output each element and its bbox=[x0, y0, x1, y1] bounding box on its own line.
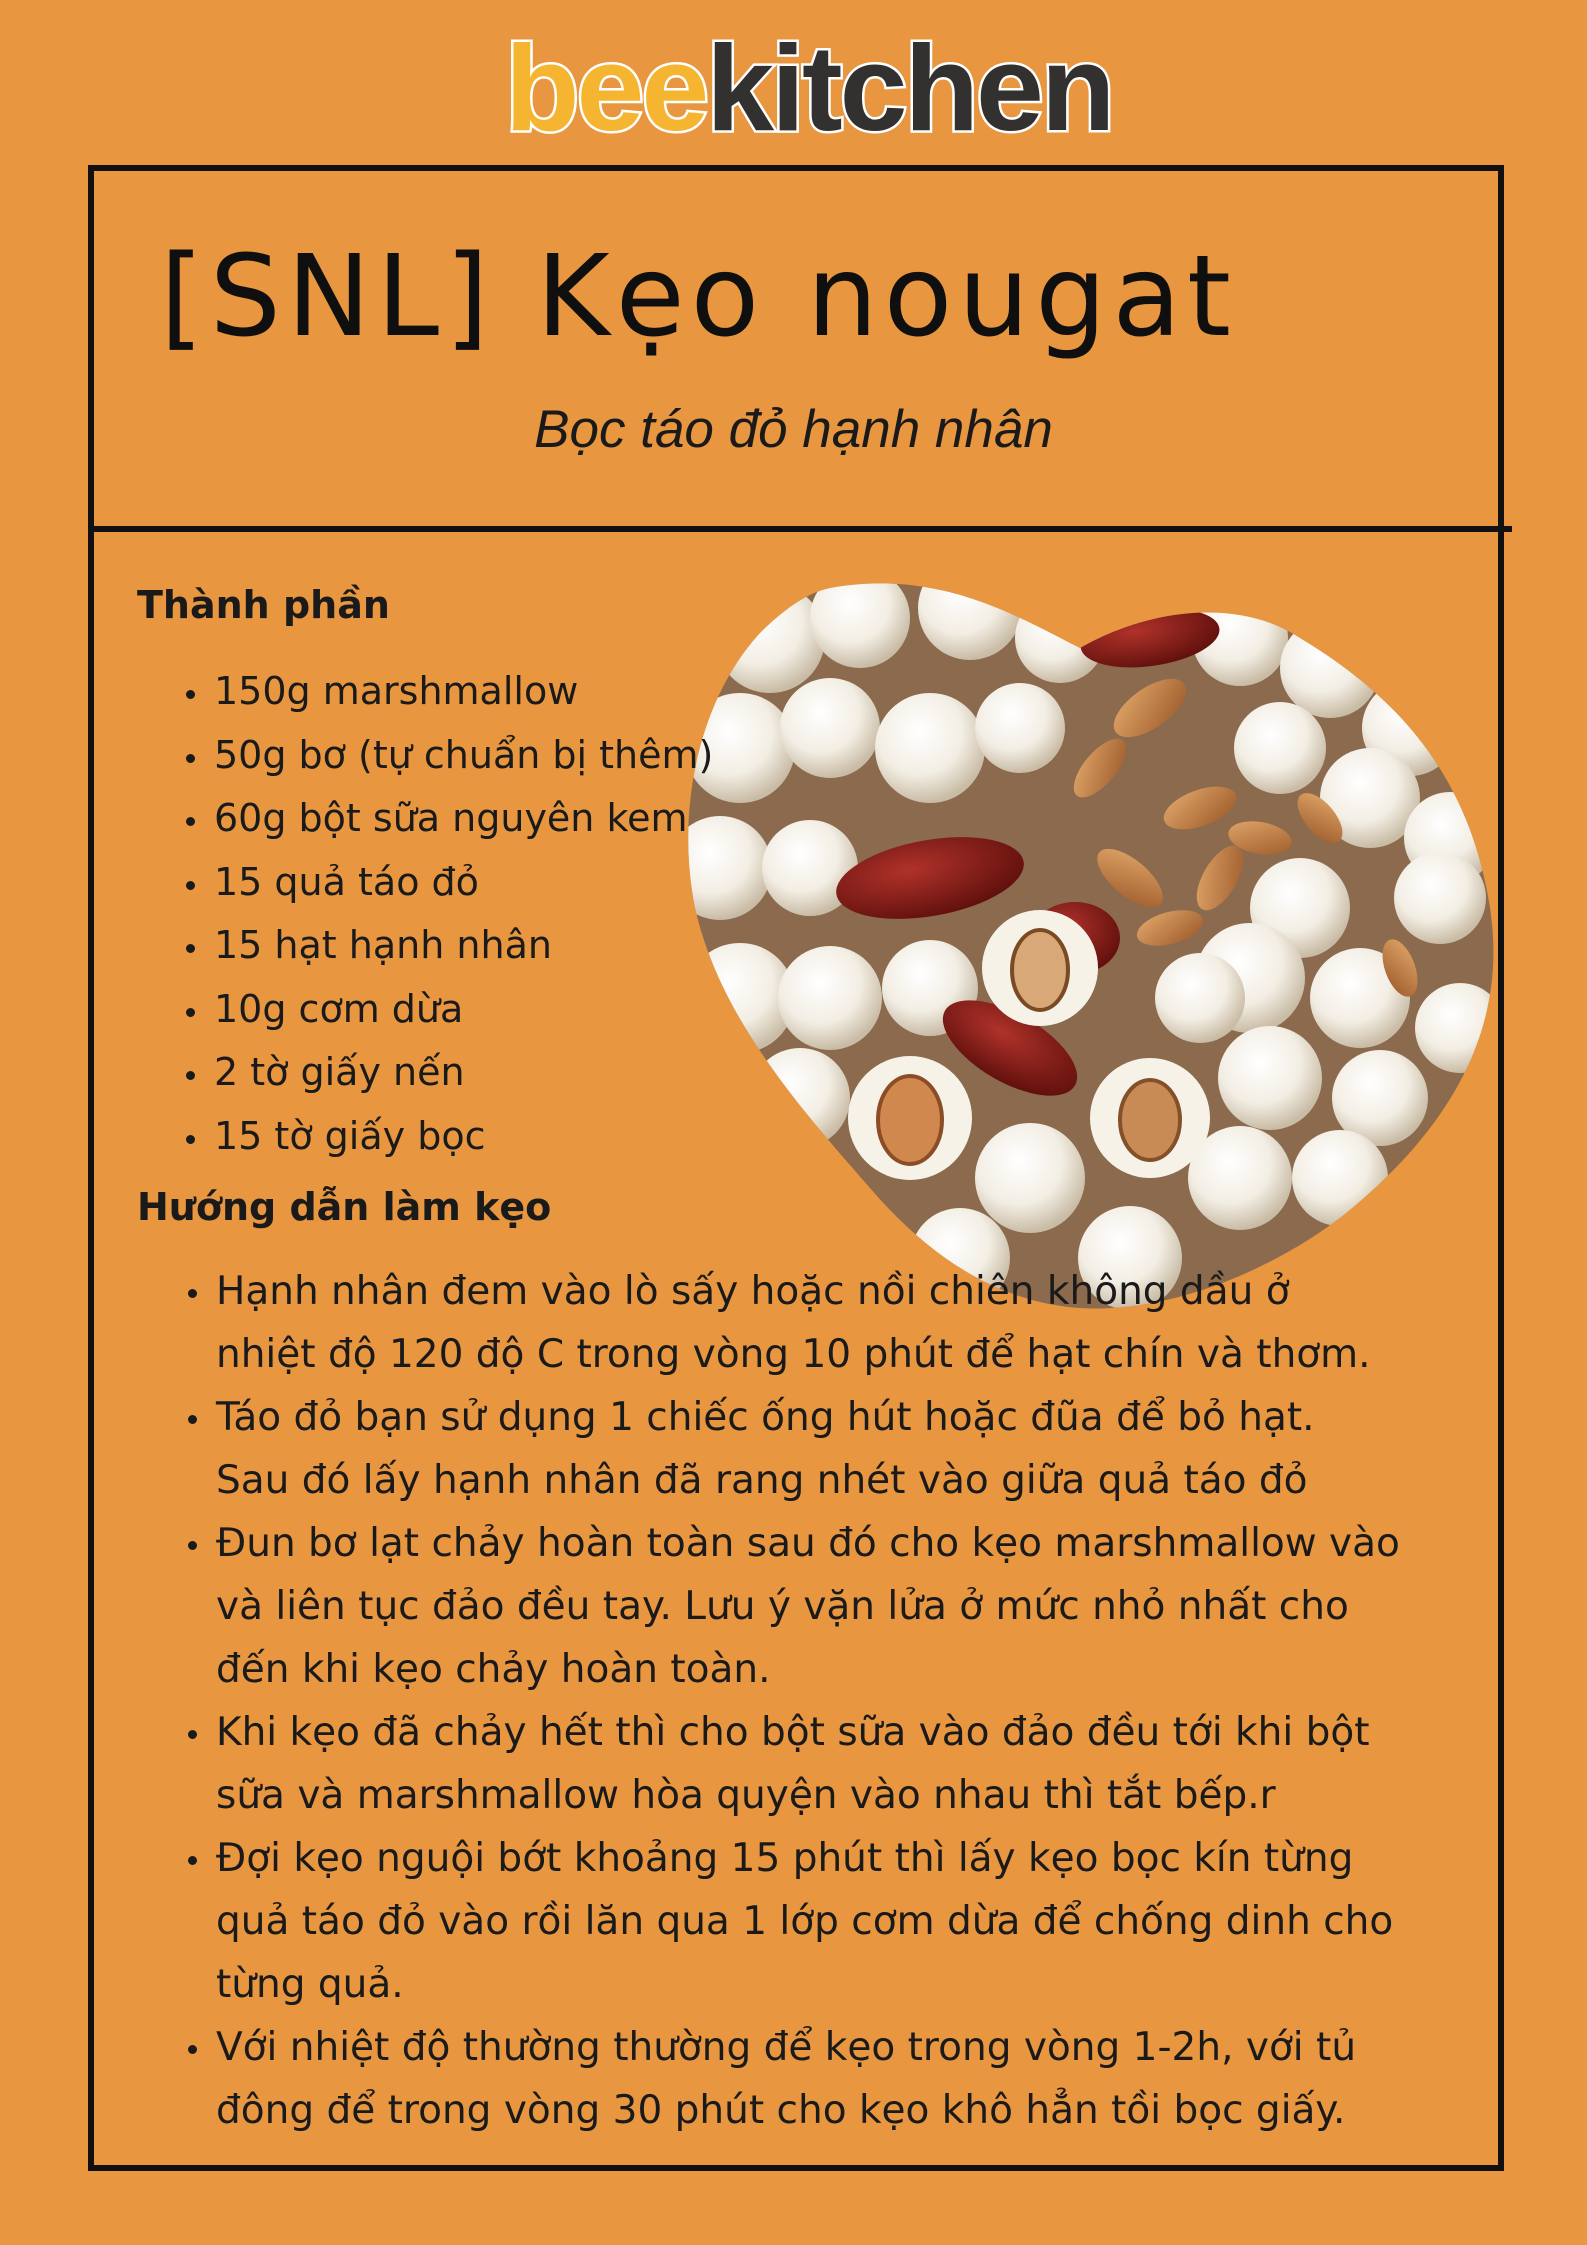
step-line: Sau đó lấy hạnh nhân đã rang nhét vào giữa quả táo đỏ bbox=[216, 1458, 1308, 1503]
step-line: đông để trong vòng 30 phút cho kẹo khô hẳn tồi bọc giấy. bbox=[216, 2088, 1346, 2133]
ingredients-list bbox=[180, 660, 880, 1168]
candy-ball bbox=[1015, 593, 1105, 683]
steps-list bbox=[180, 1260, 1480, 2142]
logo-kitchen-text: kitchen bbox=[706, 20, 1113, 156]
candy-ball bbox=[1394, 852, 1486, 944]
step-line: Táo đỏ bạn sử dụng 1 chiếc ống hút hoặc đũa để bỏ hạt. bbox=[216, 1395, 1315, 1440]
list-item bbox=[180, 1701, 1480, 1827]
ingredients-heading: Thành phần bbox=[137, 583, 390, 627]
logo-wordmark bbox=[505, 20, 1113, 156]
steps-heading: Hướng dẫn làm kẹo bbox=[137, 1185, 552, 1229]
page-title: [SNL] Kẹo nougat bbox=[160, 232, 1237, 362]
header-divider bbox=[88, 526, 1512, 532]
list-item bbox=[180, 1260, 1480, 1386]
beekitchen-logo bbox=[505, 20, 1113, 156]
list-item: 15 quả táo đỏ bbox=[180, 851, 880, 915]
candy-ball bbox=[772, 1170, 868, 1266]
list-item: 60g bột sữa nguyên kem bbox=[180, 787, 880, 851]
step-line: Với nhiệt độ thường thường để kẹo trong vòng 1-2h, với tủ bbox=[216, 2025, 1357, 2070]
candy-ball bbox=[1415, 983, 1505, 1073]
list-item: 50g bơ (tự chuẩn bị thêm) bbox=[180, 724, 880, 788]
candy-ball bbox=[875, 693, 985, 803]
step-line: Đun bơ lạt chảy hoàn toàn sau đó cho kẹo marshmallow vào bbox=[216, 1521, 1400, 1566]
step-line: nhiệt độ 120 độ C trong vòng 10 phút để hạt chín và thơm. bbox=[216, 1332, 1371, 1377]
list-item bbox=[180, 1512, 1480, 1701]
candy-ball bbox=[975, 1123, 1085, 1233]
candy-ball bbox=[1280, 618, 1380, 718]
step-line: quả táo đỏ vào rồi lăn qua 1 lớp cơm dừa để chống dinh cho bbox=[216, 1899, 1394, 1944]
candy-ball bbox=[1234, 702, 1326, 794]
step-line: Khi kẹo đã chảy hết thì cho bột sữa vào đảo đều tới khi bột bbox=[216, 1710, 1370, 1755]
list-item bbox=[180, 2016, 1480, 2142]
step-line: Hạnh nhân đem vào lò sấy hoặc nồi chiên không dầu ở bbox=[216, 1269, 1290, 1314]
candy-ball bbox=[1155, 953, 1245, 1043]
page-subtitle: Bọc táo đỏ hạnh nhân bbox=[534, 400, 1053, 459]
list-item bbox=[180, 1827, 1480, 2016]
list-item: 2 tờ giấy nến bbox=[180, 1041, 880, 1105]
logo-bee-text: bee bbox=[505, 20, 707, 156]
list-item: 15 hạt hạnh nhân bbox=[180, 914, 880, 978]
candy-ball bbox=[975, 683, 1065, 773]
list-item: 15 tờ giấy bọc bbox=[180, 1105, 880, 1169]
step-line: và liên tục đảo đều tay. Lưu ý vặn lửa ở mức nhỏ nhất cho bbox=[216, 1584, 1349, 1629]
list-item bbox=[180, 1386, 1480, 1512]
step-line: từng quả. bbox=[216, 1962, 404, 2007]
step-line: sữa và marshmallow hòa quyện vào nhau thì tắt bếp.r bbox=[216, 1773, 1276, 1818]
step-line: Đợi kẹo nguội bớt khoảng 15 phút thì lấy kẹo bọc kín từng bbox=[216, 1836, 1354, 1881]
list-item: 10g cơm dừa bbox=[180, 978, 880, 1042]
list-item: 150g marshmallow bbox=[180, 660, 880, 724]
candy-ball bbox=[1218, 1026, 1322, 1130]
step-line: đến khi kẹo chảy hoàn toàn. bbox=[216, 1647, 771, 1692]
candy-ball bbox=[1292, 1130, 1388, 1226]
